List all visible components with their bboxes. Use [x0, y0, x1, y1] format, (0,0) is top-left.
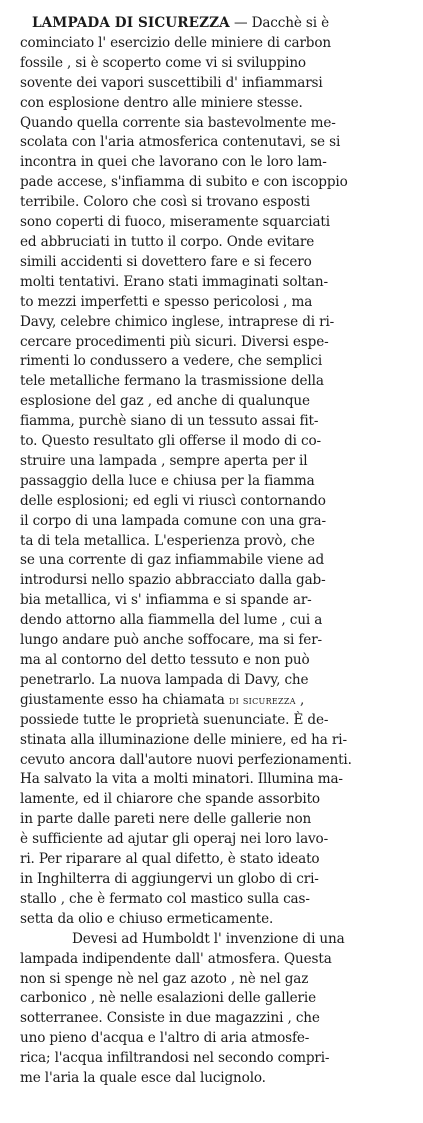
- text-line: sono coperti di fuoco, miseramente squarciati: [20, 214, 330, 231]
- text-line: fiamma, purchè siano di un tessuto assai fit-: [20, 413, 319, 430]
- text-line: lampada indipendente dall' atmosfera. Questa: [20, 950, 332, 967]
- text-line: molti tentativi. Erano stati immaginati soltan-: [20, 273, 328, 290]
- text-line: to. Questo resultato gli offerse il modo di co-: [20, 433, 321, 450]
- text-line: penetrarlo. La nuova lampada di Davy, che: [20, 671, 309, 688]
- text-line: setta da olio e chiuso ermeticamente.: [20, 910, 274, 927]
- text-line: bia metallica, vi s' infiamma e si spande ar-: [20, 592, 312, 609]
- text-line: to mezzi imperfetti e spesso pericolosi , ma: [20, 293, 313, 310]
- paragraph-1: [20, 14, 411, 930]
- text-line: cercare procedimenti più sicuri. Diversi espe-: [20, 333, 329, 350]
- text-line: introdursi nello spazio abbracciato dalla gab-: [20, 572, 326, 589]
- text-line: Ha salvato la vita a molti minatori. Illumina ma-: [20, 771, 343, 788]
- text-line: passaggio della luce e chiusa per la fiamma: [20, 472, 315, 489]
- text-line: rimenti lo condussero a vedere, che semplici: [20, 353, 323, 370]
- text-line: dendo attorno alla fiammella del lume , cui a: [20, 612, 323, 629]
- smallcaps-after: ,: [295, 691, 305, 708]
- text-line: carbonico , nè nelle esalazioni delle gallerie: [20, 990, 316, 1007]
- paragraph-2: [20, 930, 411, 1089]
- text-line: ta di tela metallica. L'esperienza provò, che: [20, 532, 315, 549]
- text-line: Devesi ad Humboldt l' invenzione di una: [72, 930, 345, 947]
- text-line: se una corrente di gaz infiammabile viene ad: [20, 552, 324, 569]
- text-line: [20, 691, 411, 711]
- line-text: Dacchè si è: [251, 15, 329, 31]
- text-line: me l'aria la quale esce dal lucignolo.: [20, 1070, 266, 1087]
- text-line: incontra in quei che lavorano con le loro lam-: [20, 154, 327, 171]
- text-line: il corpo di una lampada comune con una gra-: [20, 512, 326, 529]
- text-line: con esplosione dentro alle miniere stesse.: [20, 94, 303, 111]
- smallcaps-phrase: di sicurezza: [228, 693, 296, 707]
- text-line: fossile , si è scoperto come vi si sviluppino: [20, 54, 306, 71]
- text-line: possiede tutte le proprietà suenunciate. È de-: [20, 711, 329, 728]
- text-line: scolata con l'aria atmosferica contenutavi, se si: [20, 134, 341, 151]
- text-line: stallo , che è fermato col mastico sulla cas-: [20, 890, 310, 907]
- text-line: uno pieno d'acqua e l'altro di aria atmosfe-: [20, 1030, 310, 1047]
- line-text: giustamente esso ha chiamata: [20, 691, 225, 708]
- text-line: esplosione del gaz , ed anche di qualunque: [20, 393, 310, 410]
- text-line: stinata alla illuminazione delle miniere, ed ha ri-: [20, 731, 347, 748]
- text-line: in Inghilterra di aggiungervi un globo di cri-: [20, 870, 319, 887]
- text-line: rica; l'acqua infiltrandosi nel secondo compri-: [20, 1050, 330, 1067]
- article-title: LAMPADA DI SICUREZZA: [32, 15, 230, 31]
- text-line: Davy, celebre chimico inglese, intraprese di ri-: [20, 313, 335, 330]
- text-line: ed abbruciati in tutto il corpo. Onde evitare: [20, 233, 315, 250]
- text-line: lamente, ed il chiarore che spande assorbito: [20, 791, 320, 808]
- text-line: delle esplosioni; ed egli vi riuscì contornando: [20, 492, 326, 509]
- text-line: cevuto ancora dall'autore nuovi perfezionamenti.: [20, 751, 352, 768]
- text-line: cominciato l' esercizio delle miniere di carbon: [20, 34, 332, 51]
- text-line: struire una lampada , sempre aperta per il: [20, 452, 308, 469]
- text-line: ma al contorno del detto tessuto e non può: [20, 652, 310, 668]
- text-line: sovente dei vapori suscettibili d' infiammarsi: [20, 74, 323, 91]
- text-line: sotterranee. Consiste in due magazzini , che: [20, 1010, 320, 1027]
- text-line: terribile. Coloro che così si trovano esposti: [20, 194, 311, 211]
- text-line: [20, 14, 411, 34]
- text-line: è sufficiente ad ajutar gli operaj nei loro lavo-: [20, 831, 329, 848]
- text-line: simili accidenti si dovettero fare e si fecero: [20, 253, 312, 270]
- text-line: non si spenge nè nel gaz azoto , nè nel gaz: [20, 970, 309, 987]
- text-line: tele metalliche fermano la trasmissione della: [20, 373, 324, 390]
- text-line: lungo andare può anche soffocare, ma si fer-: [20, 632, 322, 649]
- text-line: ri. Per riparare al qual difetto, è stato ideato: [20, 851, 320, 868]
- text-line: in parte dalle pareti nere delle gallerie non: [20, 811, 312, 828]
- text-line: pade accese, s'infiamma di subito e con iscoppio: [20, 174, 348, 191]
- text-line: Quando quella corrente sia bastevolmente me-: [20, 114, 336, 131]
- title-dash: —: [229, 15, 252, 31]
